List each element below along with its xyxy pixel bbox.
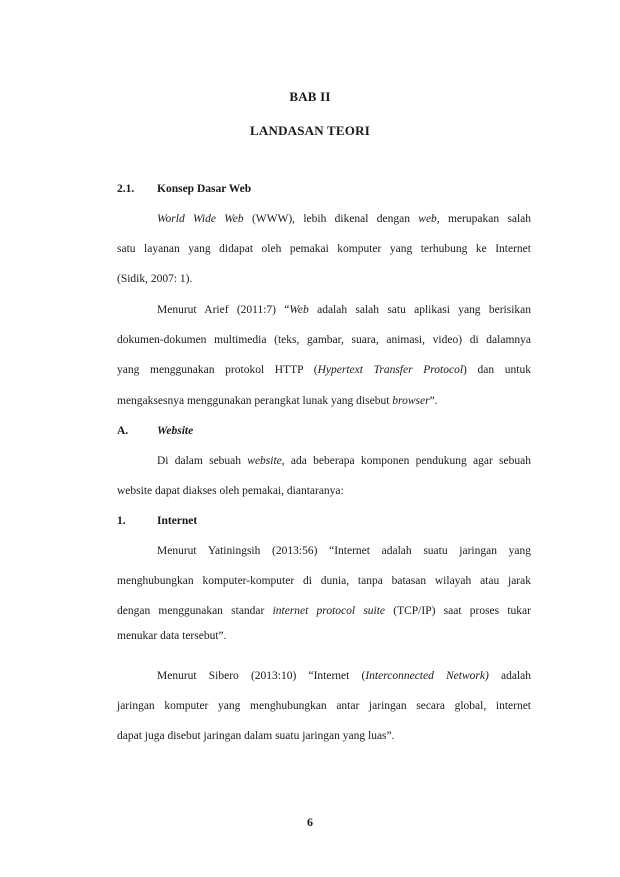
section-title: Website xyxy=(157,425,194,437)
paragraph-line xyxy=(117,395,531,407)
text-span: , ada beberapa komponen pendukung agar sebuah xyxy=(281,455,531,467)
section-number: 1. xyxy=(117,515,126,527)
italic-term: browser xyxy=(392,395,430,407)
text-span: Menurut Arief (2011:7) “ xyxy=(157,304,290,316)
section-number: 2.1. xyxy=(117,183,135,195)
text-span: Di dalam sebuah xyxy=(157,455,248,467)
paragraph-line: menukar data tersebut”. xyxy=(117,630,227,642)
section-number: A. xyxy=(117,425,129,437)
paragraph-line xyxy=(117,364,531,376)
italic-term: Hypertext Transfer Protocol xyxy=(317,364,464,376)
text-span: adalah xyxy=(488,670,531,682)
italic-term: Web xyxy=(289,304,309,316)
text-span: (TCP/IP) saat proses tukar xyxy=(385,605,531,617)
paragraph-line: dokumen-dokumen multimedia (teks, gambar, suara, animasi, video) di dalamnya xyxy=(117,334,531,346)
text-span: Menurut Sibero (2013:10) “Internet ( xyxy=(157,670,366,682)
paragraph-line xyxy=(157,455,531,467)
paragraph-line: website dapat diakses oleh pemakai, diantaranya: xyxy=(117,485,344,497)
paragraph-line xyxy=(157,213,531,225)
page-number: 6 xyxy=(307,815,313,829)
italic-term: website xyxy=(247,455,282,467)
italic-term: web xyxy=(418,213,437,225)
section-title: Konsep Dasar Web xyxy=(157,183,252,195)
text-span: ”. xyxy=(429,395,438,407)
text-span: dengan menggunakan standar xyxy=(117,605,273,617)
italic-term: World Wide Web xyxy=(157,213,244,225)
italic-term: internet protocol suite xyxy=(272,605,386,617)
paragraph-line: menghubungkan komputer-komputer di dunia, tanpa batasan wilayah atau jarak xyxy=(117,575,531,587)
paragraph-line: jaringan komputer yang menghubungkan antar jaringan secara global, internet xyxy=(117,700,531,712)
text-span: mengaksesnya menggunakan perangkat lunak yang disebut xyxy=(117,395,393,407)
text-span: , merupakan salah xyxy=(436,213,531,225)
text-span: yang menggunakan protokol HTTP ( xyxy=(117,364,318,376)
chapter-title: LANDASAN TEORI xyxy=(250,123,370,138)
text-span: (WWW), lebih dikenal dengan xyxy=(243,213,419,225)
paragraph-line: Menurut Yatiningsih (2013:56) “Internet adalah suatu jaringan yang xyxy=(157,545,531,557)
paragraph-line xyxy=(117,605,531,617)
italic-term: Interconnected Network) xyxy=(365,670,489,682)
paragraph-line: (Sidik, 2007: 1). xyxy=(117,273,193,285)
text-span: adalah salah satu aplikasi yang berisikan xyxy=(308,304,531,316)
paragraph-line: satu layanan yang didapat oleh pemakai komputer yang terhubung ke Internet xyxy=(117,243,531,255)
paragraph-line xyxy=(157,670,531,682)
paragraph-line: dapat juga disebut jaringan dalam suatu jaringan yang luas”. xyxy=(117,730,395,742)
section-title: Internet xyxy=(157,515,198,527)
paragraph-line xyxy=(157,304,531,316)
chapter-label: BAB II xyxy=(289,89,331,104)
text-span: ) dan untuk xyxy=(463,364,531,376)
